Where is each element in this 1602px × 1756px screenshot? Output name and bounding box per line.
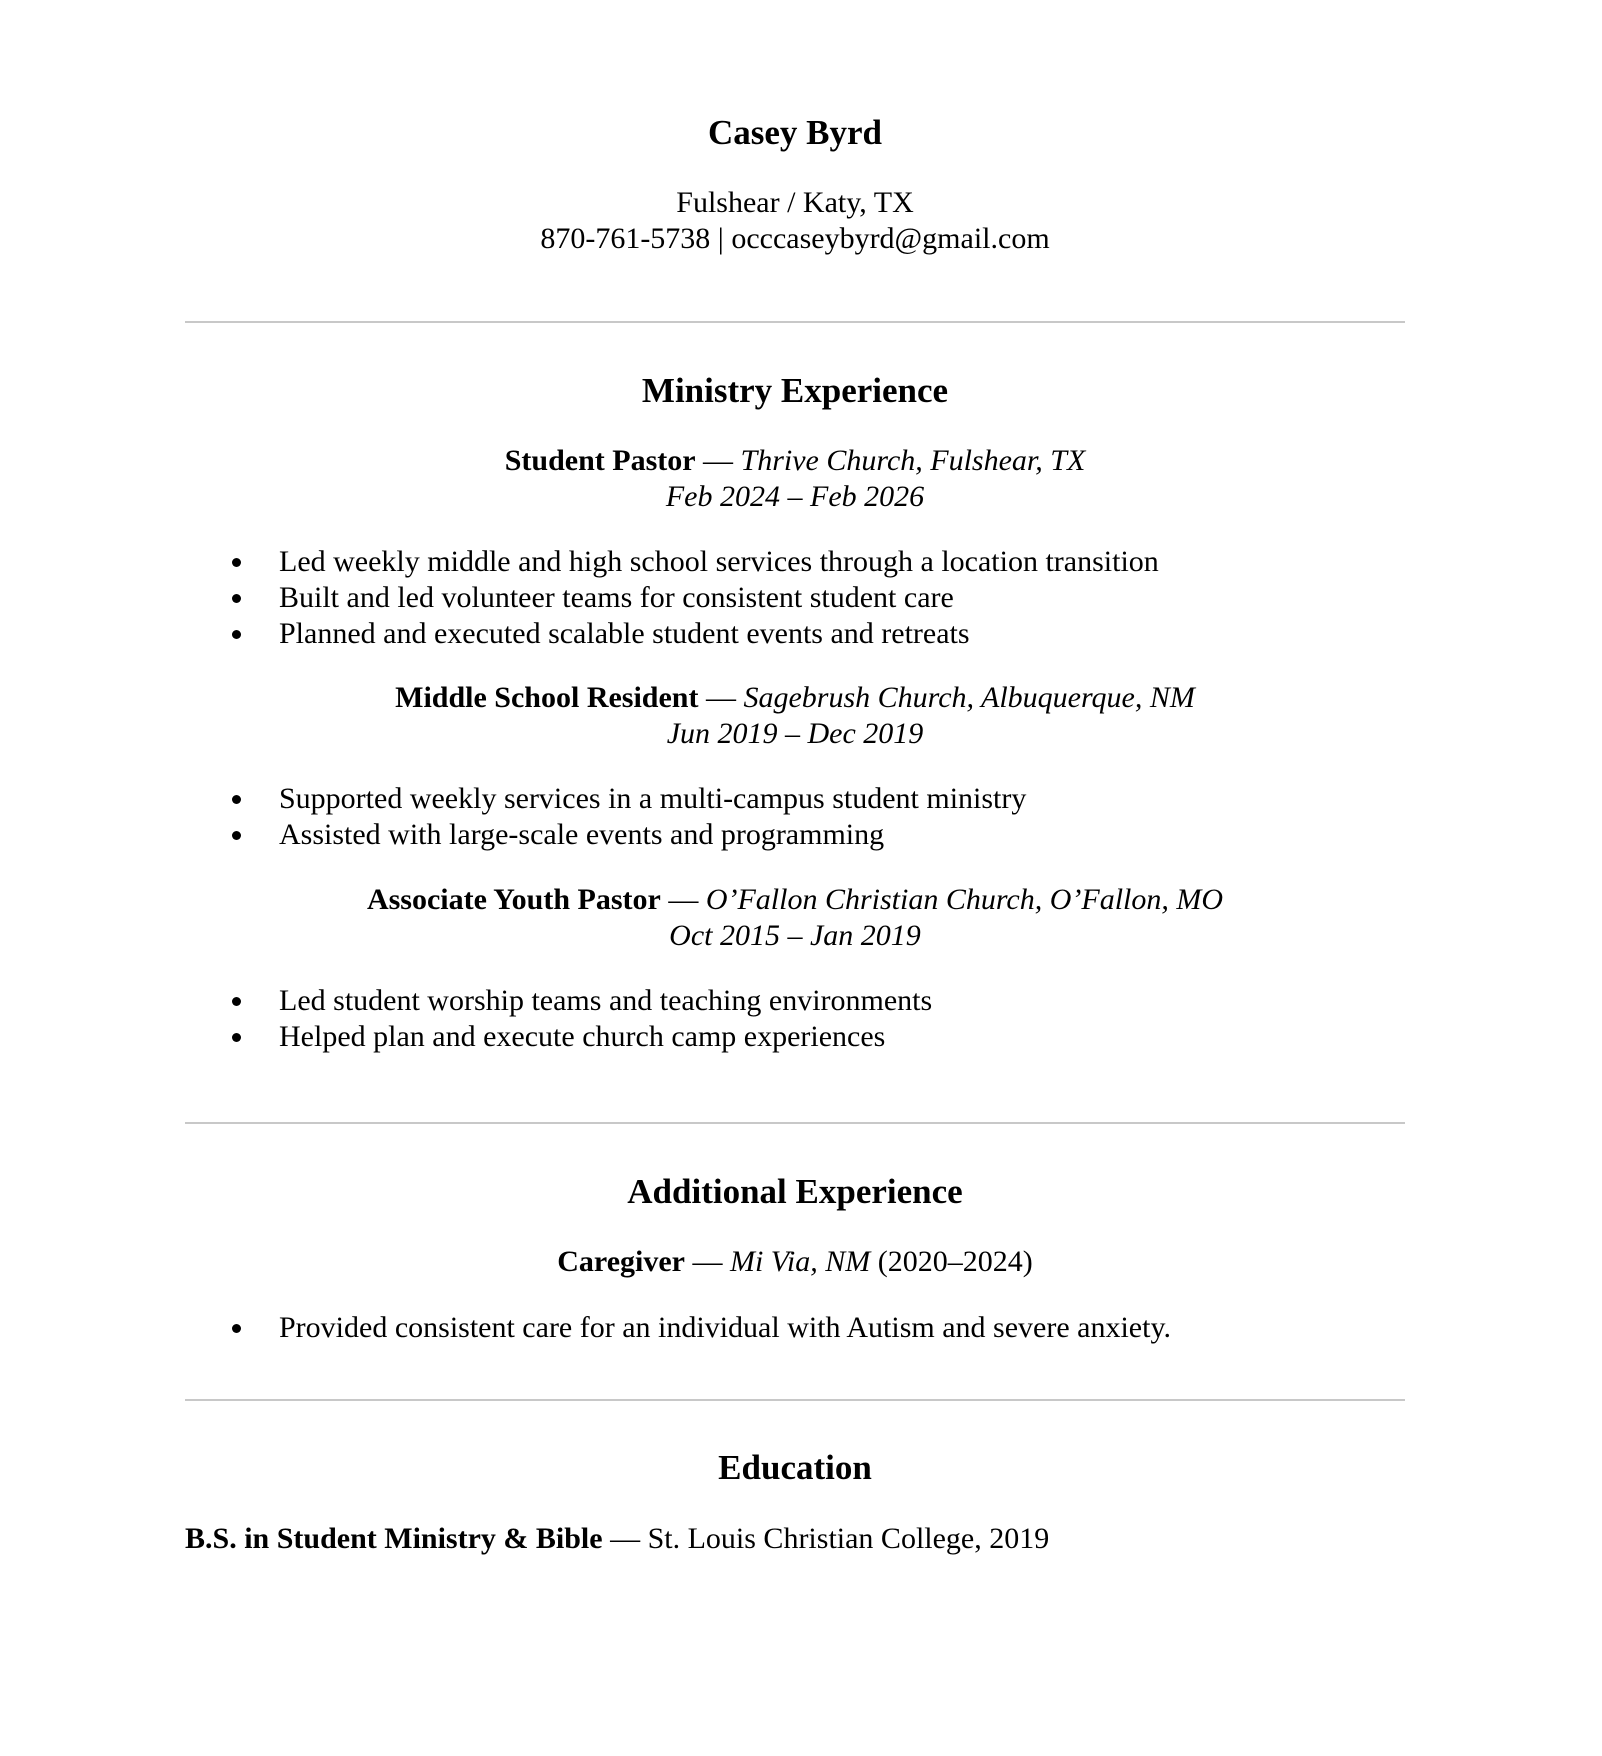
job-bullets bbox=[185, 544, 1405, 652]
job-separator: — bbox=[695, 444, 741, 477]
resume-header bbox=[185, 0, 1405, 257]
bullet-icon bbox=[232, 1033, 241, 1042]
job-years: (2020–2024) bbox=[870, 1245, 1033, 1278]
list-item bbox=[185, 544, 1405, 580]
job-separator: — bbox=[698, 681, 744, 714]
job-dates: Oct 2015 – Jan 2019 bbox=[669, 919, 921, 952]
bullet-icon bbox=[232, 558, 241, 567]
job-heading bbox=[185, 882, 1405, 918]
contact-block bbox=[185, 185, 1405, 257]
resume-content bbox=[185, 0, 1405, 1557]
bullet-icon bbox=[232, 630, 241, 639]
candidate-name: Casey Byrd bbox=[707, 113, 883, 152]
school-text: — St. Louis Christian College, 2019 bbox=[602, 1522, 1050, 1555]
list-item bbox=[185, 616, 1405, 652]
bullet-text: Planned and executed scalable student events and retreats bbox=[279, 617, 970, 650]
job-separator: — bbox=[684, 1245, 730, 1278]
bullet-text: Provided consistent care for an individual with Autism and severe anxiety. bbox=[279, 1311, 1172, 1344]
list-item bbox=[185, 817, 1405, 853]
job-organization: Sagebrush Church, Albuquerque, NM bbox=[743, 681, 1195, 714]
education-section bbox=[185, 1446, 1405, 1557]
job-organization: O’Fallon Christian Church, O’Fallon, MO bbox=[705, 883, 1224, 916]
divider bbox=[185, 321, 1405, 323]
bullet-icon bbox=[232, 997, 241, 1006]
section-title-additional: Additional Experience bbox=[627, 1172, 963, 1211]
bullet-icon bbox=[232, 594, 241, 603]
job-organization: Thrive Church, Fulshear, TX bbox=[740, 444, 1086, 477]
job-role: Associate Youth Pastor bbox=[366, 883, 661, 916]
phone-email-text: 870-761-5738 | occcaseybyrd@gmail.com bbox=[540, 222, 1050, 255]
job-heading bbox=[185, 680, 1405, 716]
location-text: Fulshear / Katy, TX bbox=[676, 186, 914, 219]
section-title-education: Education bbox=[718, 1448, 872, 1487]
job-heading bbox=[185, 1244, 1405, 1280]
list-item bbox=[185, 1019, 1405, 1055]
bullet-text: Led weekly middle and high school services through a location transition bbox=[279, 545, 1159, 578]
bullet-text: Assisted with large-scale events and programming bbox=[279, 818, 885, 851]
job-dates: Jun 2019 – Dec 2019 bbox=[666, 717, 924, 750]
bullet-icon bbox=[232, 831, 241, 840]
list-item bbox=[185, 580, 1405, 616]
bullet-icon bbox=[232, 795, 241, 804]
job-role: Caregiver bbox=[557, 1245, 685, 1278]
job-organization: Mi Via, NM bbox=[729, 1245, 871, 1278]
job-separator: — bbox=[660, 883, 706, 916]
education-entry bbox=[185, 1521, 1405, 1557]
section-title-ministry: Ministry Experience bbox=[641, 371, 949, 410]
ministry-section bbox=[185, 369, 1405, 1055]
job-heading bbox=[185, 443, 1405, 479]
bullet-text: Built and led volunteer teams for consistent student care bbox=[279, 581, 954, 614]
job-bullets bbox=[185, 781, 1405, 853]
job-dates: Feb 2024 – Feb 2026 bbox=[665, 480, 925, 513]
bullet-icon bbox=[232, 1324, 241, 1333]
degree-text: B.S. in Student Ministry & Bible bbox=[185, 1522, 603, 1555]
job-role: Middle School Resident bbox=[395, 681, 699, 714]
list-item bbox=[185, 781, 1405, 817]
divider bbox=[185, 1122, 1405, 1124]
job-entry bbox=[185, 443, 1405, 652]
job-entry bbox=[185, 680, 1405, 853]
divider bbox=[185, 1399, 1405, 1401]
bullet-text: Helped plan and execute church camp experiences bbox=[279, 1020, 886, 1053]
job-entry bbox=[185, 882, 1405, 1055]
bullet-text: Supported weekly services in a multi-campus student ministry bbox=[279, 782, 1027, 815]
bullet-text: Led student worship teams and teaching environments bbox=[279, 984, 933, 1017]
job-bullets bbox=[185, 1310, 1405, 1346]
list-item bbox=[185, 983, 1405, 1019]
job-bullets bbox=[185, 983, 1405, 1055]
additional-section bbox=[185, 1170, 1405, 1346]
list-item bbox=[185, 1310, 1405, 1346]
job-role: Student Pastor bbox=[504, 444, 696, 477]
